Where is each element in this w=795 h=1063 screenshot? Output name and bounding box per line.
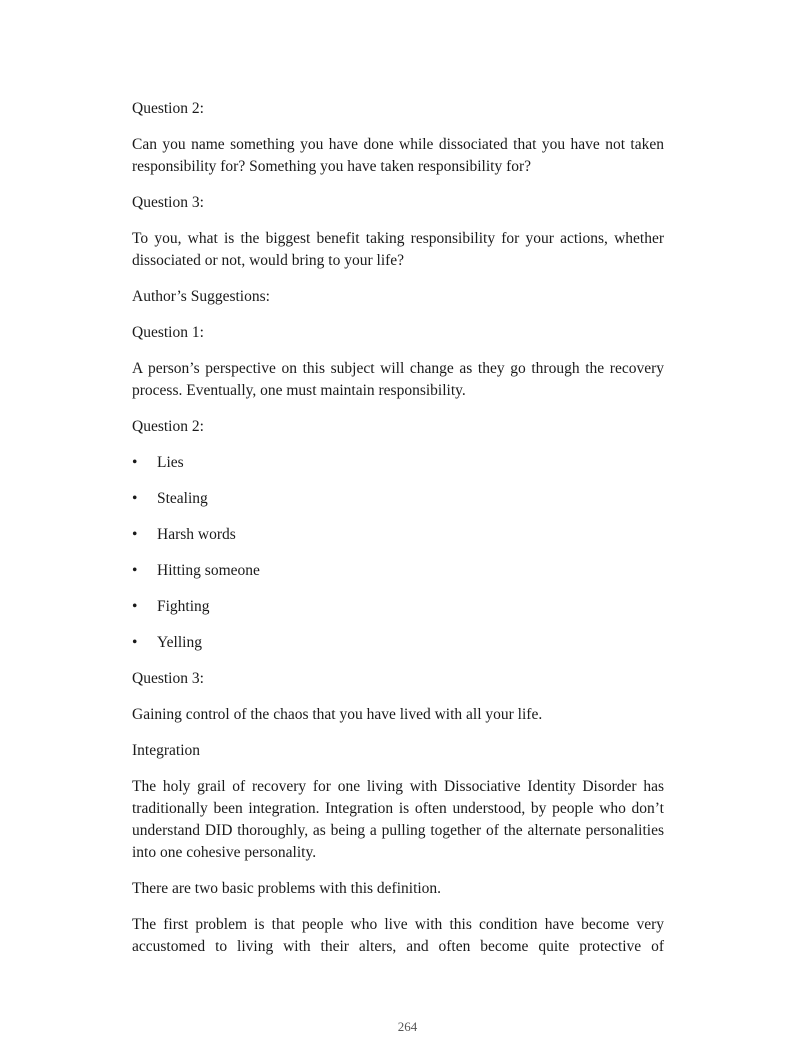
question-2-text: Can you name something you have done while dissociated that you have not taken responsibility for? Something you have taken responsibility for? (132, 136, 664, 175)
integration-paragraph-2: There are two basic problems with this definition. (132, 880, 442, 897)
suggestion-question-1-heading: Question 1: (132, 324, 204, 341)
integration-paragraph-1: The holy grail of recovery for one living with Dissociative Identity Disorder has traditionally been integration. Integration is often understood, by people who don’t understand DID thoroughly, as being a pulling together of the alternate personalities into one cohesive personality. (132, 778, 664, 861)
list-item-text: Fighting (157, 598, 210, 615)
list-item-text: Lies (157, 454, 184, 471)
bullet-icon: • (132, 490, 138, 507)
list-item-text: Yelling (157, 634, 202, 651)
question-3-text: To you, what is the biggest benefit taking responsibility for your actions, whether dissociated or not, would bring to your life? (132, 230, 664, 269)
integration-paragraph-3: The first problem is that people who live with this condition have become very accustomed to living with their alters, and often become quite protective of (132, 916, 664, 955)
page-number: 264 (397, 1019, 418, 1034)
list-item (132, 560, 664, 582)
list-item (132, 632, 664, 654)
list-item (132, 524, 664, 546)
suggestion-question-3-text: Gaining control of the chaos that you have lived with all your life. (132, 706, 543, 723)
list-item (132, 488, 664, 510)
list-item-text: Stealing (157, 490, 208, 507)
bullet-icon: • (132, 454, 138, 471)
suggestion-question-3-heading: Question 3: (132, 670, 204, 687)
list-item-text: Harsh words (157, 526, 236, 543)
suggestion-question-1-text: A person’s perspective on this subject will change as they go through the recovery process. Eventually, one must maintain responsibility. (132, 360, 664, 399)
list-item (132, 596, 664, 618)
bullet-icon: • (132, 598, 138, 615)
list-item-text: Hitting someone (157, 562, 260, 579)
question-2-heading: Question 2: (132, 100, 204, 117)
page-body (132, 98, 664, 972)
list-item (132, 452, 664, 474)
suggestion-question-2-list (132, 452, 664, 654)
question-3-heading: Question 3: (132, 194, 204, 211)
authors-suggestions-heading: Author’s Suggestions: (132, 288, 270, 305)
integration-heading: Integration (132, 742, 201, 759)
bullet-icon: • (132, 562, 138, 579)
bullet-icon: • (132, 634, 138, 651)
bullet-icon: • (132, 526, 138, 543)
suggestion-question-2-heading: Question 2: (132, 418, 204, 435)
